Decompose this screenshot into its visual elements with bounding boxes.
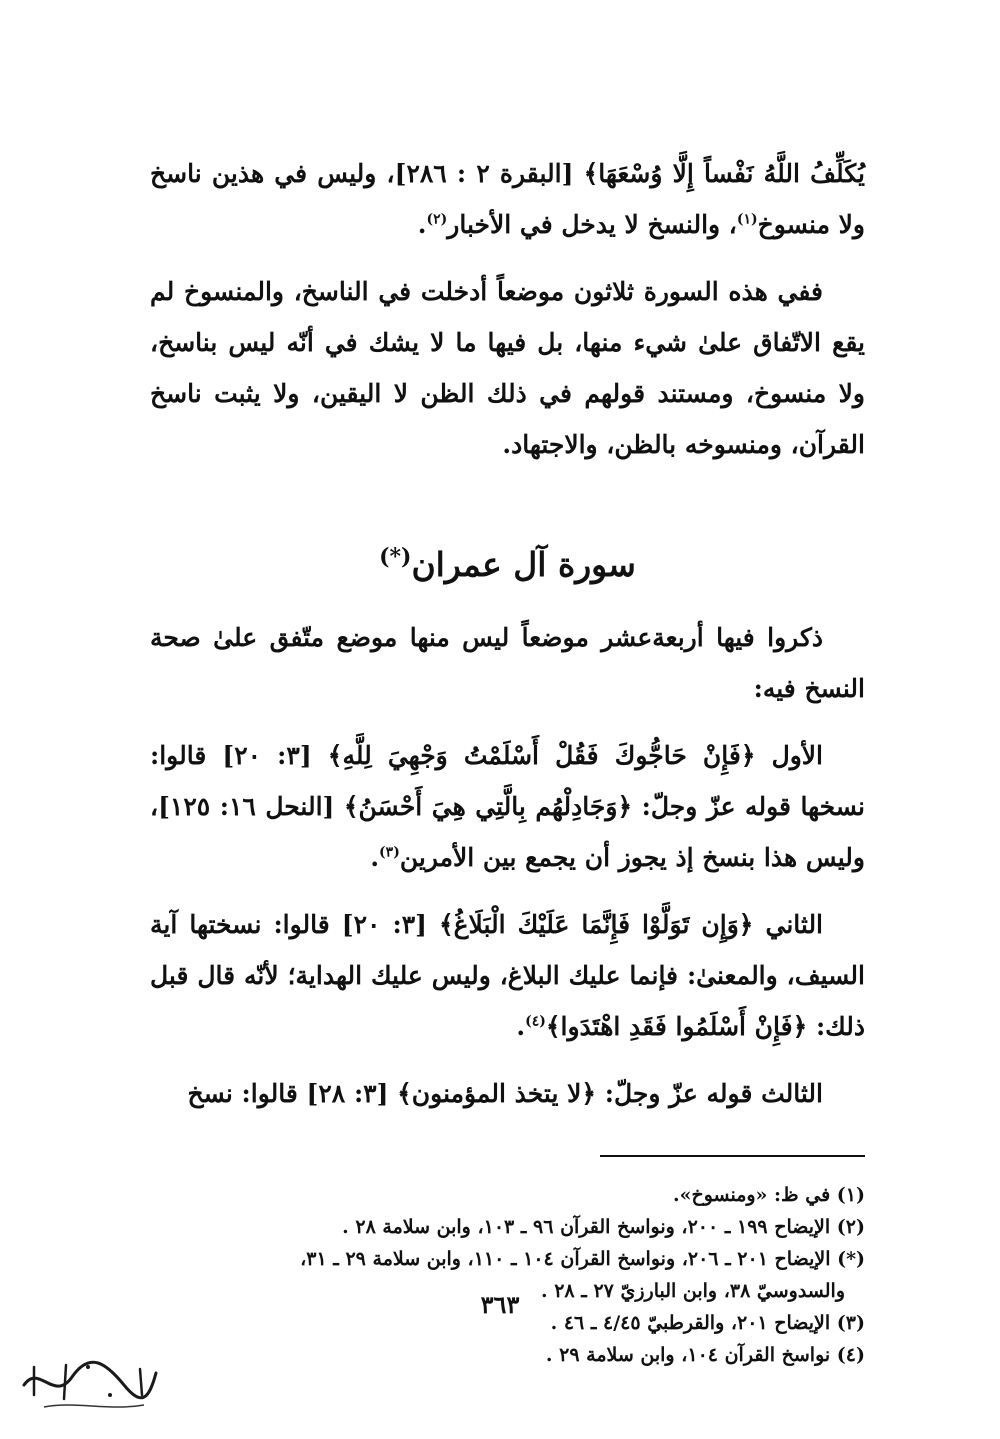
footnote: (٣) الإيضاح ٢٠١، والقرطبيّ ٤/٤٥ ـ ٤٦ . xyxy=(550,1312,865,1334)
paragraph-text: الأول ﴿فَإِنْ حَاجُّوكَ فَقُلْ أَسْلَمْتُ وَجْهِيَ لِلَّهِ﴾ [٣: ٢٠] قالوا: نسخها قوله عزّ وجلّ: ﴿وَجَادِلْهُم بِالَّتِي هِيَ أَحْسَنُ﴾ [النحل ١٦: ١٢٥]، وليس هذا بنسخ إذ يجوز أن يجمع بين الأمرين xyxy=(150,741,865,872)
footnote-ref: (١) xyxy=(736,211,758,228)
section-title: سورة آل عمران xyxy=(411,545,636,584)
paragraph-summary: ففي هذه السورة ثلاثون موضعاً أدخلت في الناسخ، والمنسوخ لم يقع الاتّفاق علىٰ شيء منها، بل فيها ما لا يشك في أنّه ليس بناسخ، ولا منسوخ، ومستند قولهم في ذلك الظن لا اليقين، ولا يثبت ناسخ القرآن، ومنسوخه بالظن، والاجتهاد. xyxy=(150,277,865,459)
footnote: (٢) الإيضاح ١٩٩ ـ ٢٠٠، ونواسخ القرآن ٩٦ ـ ١٠٣، وابن سلامة ٢٨ . xyxy=(342,1216,865,1238)
section-heading xyxy=(150,532,865,590)
footnote-ref: (٤) xyxy=(525,1013,546,1030)
paragraph-second xyxy=(150,899,865,1052)
paragraph-end: . xyxy=(370,843,380,872)
section-intro: ذكروا فيها أربعةعشر موضعاً ليس منها موضع متّفق علىٰ صحة النسخ فيه: xyxy=(150,623,865,703)
footnote-divider xyxy=(600,1155,865,1157)
footnote: (*) الإيضاح ٢٠١ ـ ٢٠٦، ونواسخ القرآن ١٠٤ ـ ١١٠، وابن سلامة ٢٩ ـ ٣١، xyxy=(300,1248,865,1270)
paragraph-end: . xyxy=(417,210,427,239)
paragraph-first xyxy=(150,730,865,883)
paragraph-text: ، والنسخ لا يدخل في الأخبار xyxy=(447,210,737,239)
paragraph-text: يُكَلِّفُ اللَّهُ نَفْساً إِلَّا وُسْعَهَا﴾ [البقرة ٢ : ٢٨٦]، وليس في هذين ناسخ ولا منسوخ xyxy=(150,159,866,239)
paragraph-text: الثاني ﴿وَإِن تَوَلَّوْا فَإِنَّمَا عَلَيْكَ الْبَلَاغُ﴾ [٣: ٢٠] قالوا: نسختها آية السيف، والمعنىٰ: فإنما عليك البلاغ، وليس عليك الهداية؛ لأنّه قال قبل ذلك: ﴿فَإِنْ أَسْلَمُوا فَقَدِ اهْتَدَوا﴾ xyxy=(150,910,865,1041)
paragraph-end: . xyxy=(516,1012,526,1041)
watermark-logo xyxy=(14,1355,164,1415)
footnote: (١) في ظ: «ومنسوخ». xyxy=(672,1184,865,1206)
page-content xyxy=(150,148,865,1371)
footnote-continuation: والسدوسيّ ٣٨، وابن البارزيّ ٢٧ ـ ٢٨ . xyxy=(540,1280,845,1302)
footnotes xyxy=(150,1179,865,1371)
heading-footnote-marker: (*) xyxy=(379,544,412,570)
footnote-ref: (٢) xyxy=(426,211,448,228)
footnote-ref: (٣) xyxy=(379,844,400,861)
footnote: (٤) نواسخ القرآن ١٠٤، وابن سلامة ٢٩ . xyxy=(545,1344,865,1366)
paragraph-continuation xyxy=(150,148,865,250)
paragraph-third: الثالث قوله عزّ وجلّ: ﴿لا يتخذ المؤمنون﴾ [٣: ٢٨] قالوا: نسخ xyxy=(187,1079,823,1108)
page-number: ٣٦٣ xyxy=(480,1290,520,1319)
